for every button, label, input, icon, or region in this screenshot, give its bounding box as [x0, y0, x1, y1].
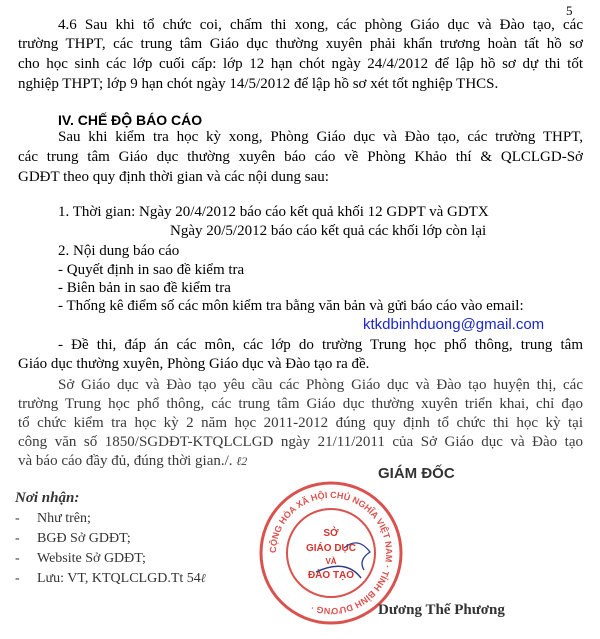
closing-line-5-text: và báo cáo đầy đủ, đúng thời gian./. [18, 453, 233, 469]
recipient-item: - BGĐ Sở GDĐT; [15, 531, 131, 546]
closing-line-4: công văn số 1850/SGDĐT-KTQLCLGD ngày 21/11/2011 của Sở Giáo dục và Đào tạo [18, 434, 583, 450]
recipient-initial-mark: ℓ [200, 571, 206, 585]
page-number: 5 [566, 3, 573, 18]
initial-mark: ℓ2 [236, 454, 248, 468]
recipient-item: - Lưu: VT, KTQLCLGD.Tt 54ℓ [15, 571, 206, 586]
report-bullet-4-line-1: - Đề thi, đáp án các môn, các lớp do trường Trung học phổ thông, trung tâm [58, 337, 583, 353]
seal-center-line: ĐÀO TẠO [307, 570, 355, 581]
section-iv-intro-line-1: Sau khi kiểm tra học kỳ xong, Phòng Giáo dục và Đào tạo, các trường THPT, [58, 129, 583, 145]
seal-center-line: VÀ [325, 557, 337, 566]
recipient-item: - Như trên; [15, 511, 91, 526]
report-email-link[interactable]: ktkdbinhduong@gmail.com [363, 316, 545, 333]
seal-ring-text: CỘNG HÒA XÃ HỘI CHỦ NGHĨA VIỆT NAM · TỈNH BÌNH DƯƠNG · [267, 489, 395, 617]
closing-line-1: Sở Giáo dục và Đào tạo yêu cầu các Phòng Giáo dục và Đào tạo huyện thị, các [58, 377, 583, 393]
report-bullet-3: - Thống kê điểm số các môn kiểm tra bằng văn bản và gửi báo cáo vào email: [58, 298, 524, 314]
closing-line-3: tổ chức kiểm tra học kỳ 2 năm học 2011-2012 đúng quy định tổ chức thi học kỳ tại [18, 415, 583, 431]
section-4-6-line-4: nghiệp THPT; lớp 9 hạn chót ngày 14/5/2012 để lập hồ sơ xét tốt nghiệp THCS. [18, 76, 499, 92]
signature-title: GIÁM ĐỐC [378, 465, 455, 482]
seal-center-line: SỞ [323, 528, 339, 539]
section-iv-intro-line-2: các trung tâm Giáo dục thường xuyên báo cáo về Phòng Khảo thí & QLCLGD-Sở [18, 149, 583, 165]
recipient-item-text: Website Sở GDĐT; [37, 551, 146, 566]
report-content-heading: 2. Nội dung báo cáo [58, 243, 180, 259]
report-bullet-4-line-2: Giáo dục thường xuyên, Phòng Giáo dục và Đào tạo ra đề. [18, 356, 370, 372]
section-4-6-line-3: cho học sinh các lớp cuối cấp: lớp 12 hạn chót ngày 24/4/2012 để lập hồ sơ dự thi tốt [18, 56, 583, 72]
report-bullet-1: - Quyết định in sao đề kiểm tra [58, 262, 245, 278]
recipient-item-text: Lưu: VT, KTQLCLGD.Tt 54 [37, 571, 201, 586]
recipient-item-text: Như trên; [37, 511, 91, 526]
seal-center-line: GIÁO DỤC [306, 543, 356, 554]
report-time-line-1: 1. Thời gian: Ngày 20/4/2012 báo cáo kết quả khối 12 GDPT và GDTX [58, 204, 489, 220]
closing-line-5 [18, 452, 247, 470]
closing-line-2: trường Trung học phổ thông, các trung tâm Giáo dục thường xuyên triển khai, chỉ đạo [18, 396, 583, 412]
section-4-6-line-1: 4.6 Sau khi tổ chức coi, chấm thi xong, các phòng Giáo dục và Đào tạo, các [58, 17, 583, 33]
recipient-item-text: BGĐ Sở GDĐT; [37, 531, 131, 546]
recipients-title: Nơi nhận: [15, 490, 80, 506]
report-time-line-2: Ngày 20/5/2012 báo cáo kết quả các khối lớp còn lại [170, 223, 487, 239]
recipient-item: - Website Sở GDĐT; [15, 551, 146, 566]
report-bullet-2: - Biên bản in sao đề kiểm tra [58, 280, 231, 296]
section-iv-intro-line-3: GDĐT theo quy định thời gian và các nội dung sau: [18, 169, 329, 185]
signer-name: Dương Thế Phương [378, 602, 505, 618]
section-iv-heading: IV. CHẾ ĐỘ BÁO CÁO [58, 112, 203, 128]
section-4-6-line-2: trường THPT, các trung tâm Giáo dục thường xuyên phải khẩn trương hoàn tất hồ sơ [18, 36, 583, 52]
